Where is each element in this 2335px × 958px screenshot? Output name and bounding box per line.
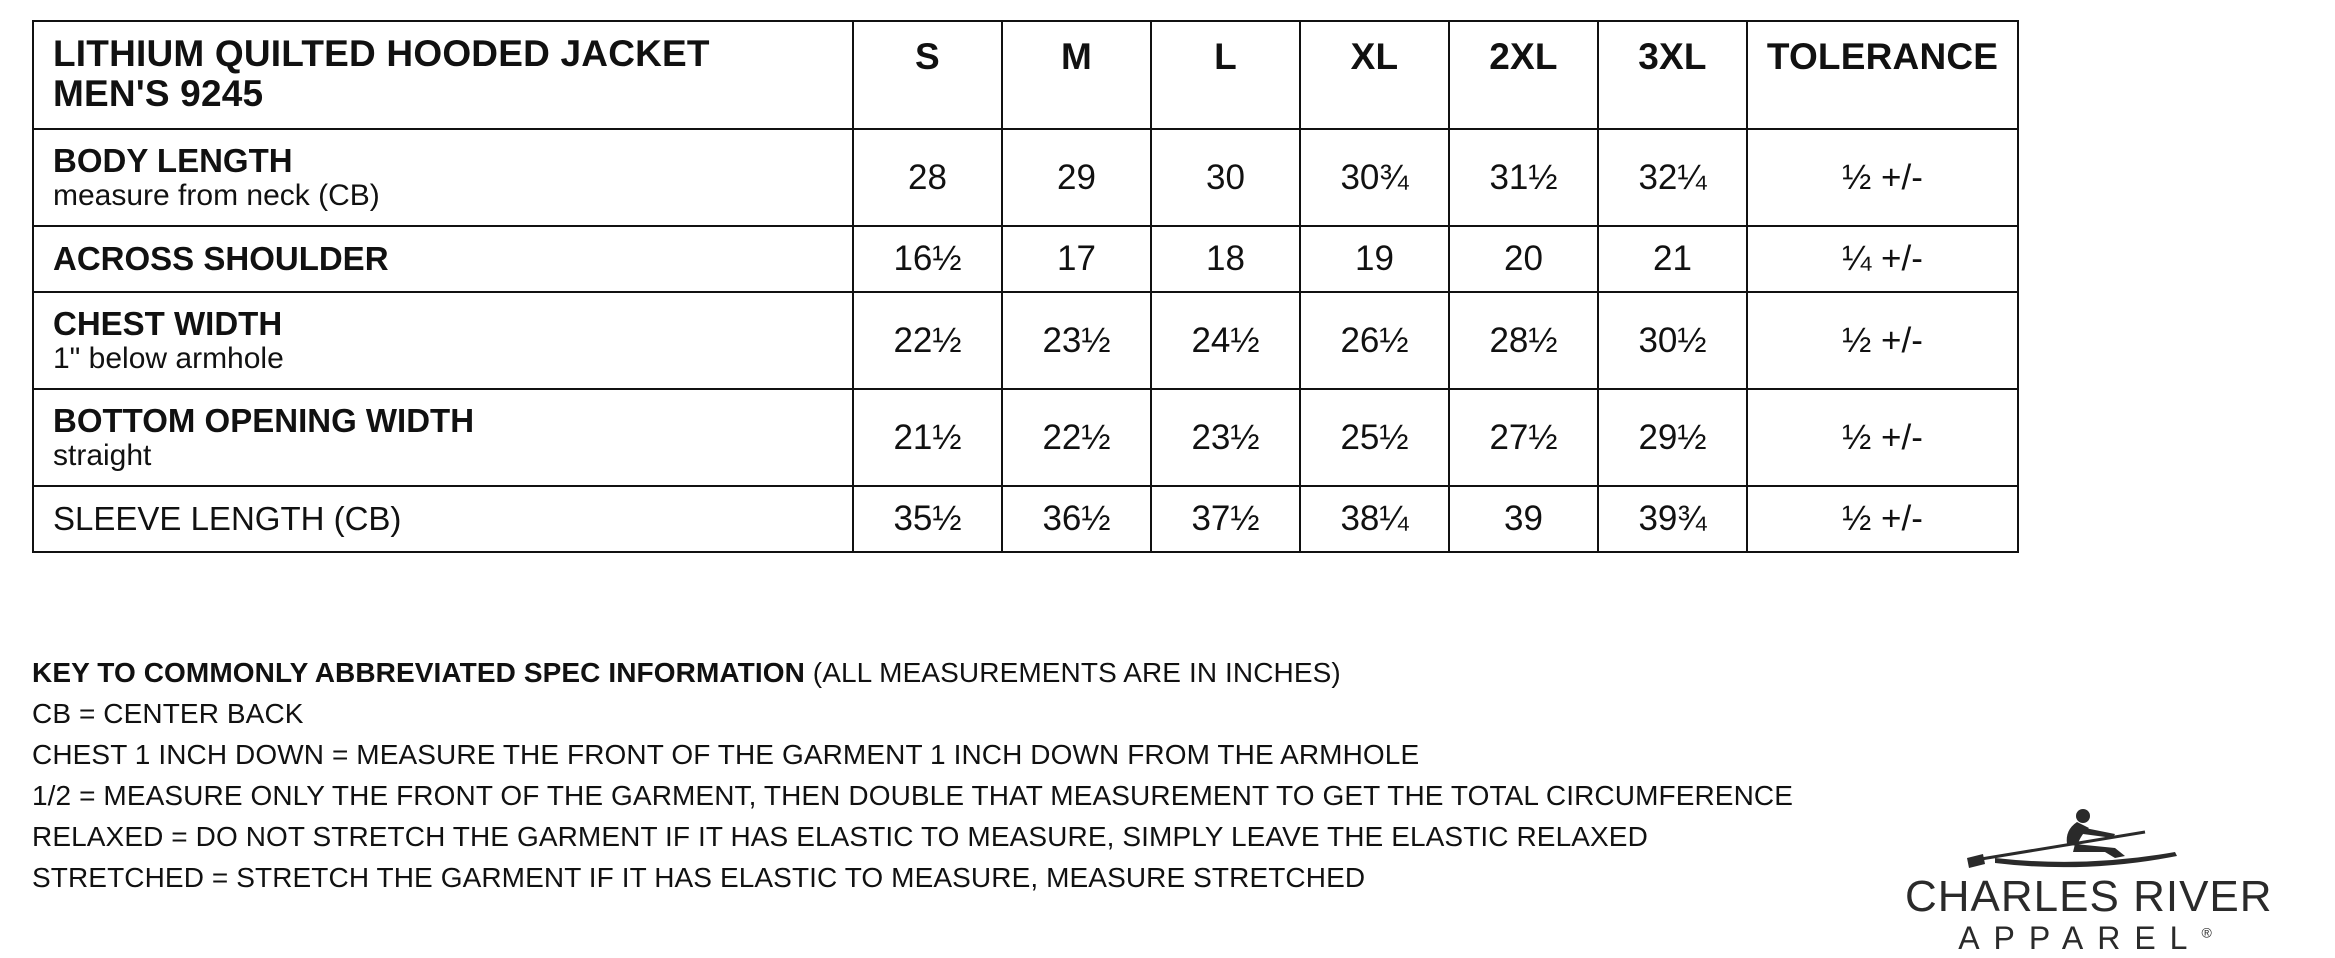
- value-cell: 28: [853, 129, 1002, 226]
- table-row: [33, 292, 2018, 389]
- value-cell: 21: [1598, 226, 1747, 292]
- logo-name: CHARLES RIVER: [1905, 872, 2273, 921]
- value-cell: 19: [1300, 226, 1449, 292]
- size-header-m: M: [1002, 21, 1151, 129]
- value-cell: 31½: [1449, 129, 1598, 226]
- size-header-l: L: [1151, 21, 1300, 129]
- value-cell: 25½: [1300, 389, 1449, 486]
- value-cell: 30: [1151, 129, 1300, 226]
- key-line: CHEST 1 INCH DOWN = MEASURE THE FRONT OF THE GARMENT 1 INCH DOWN FROM THE ARMHOLE: [32, 739, 1420, 770]
- value-cell: 35½: [853, 486, 1002, 552]
- key-line: CB = CENTER BACK: [32, 698, 304, 729]
- value-cell: 26½: [1300, 292, 1449, 389]
- size-header-s: S: [853, 21, 1002, 129]
- value-cell: 16½: [853, 226, 1002, 292]
- product-style: MEN'S 9245: [53, 73, 264, 114]
- row-sublabel: measure from neck (CB): [53, 178, 380, 212]
- table-row: [33, 486, 2018, 552]
- row-label: BODY LENGTH: [53, 141, 293, 179]
- tolerance-cell: ½ +/-: [1747, 292, 2018, 389]
- tolerance-cell: ½ +/-: [1747, 486, 2018, 552]
- rower-icon: [1965, 808, 2195, 874]
- size-header-3xl: 3XL: [1598, 21, 1747, 129]
- value-cell: 24½: [1151, 292, 1300, 389]
- value-cell: 30½: [1598, 292, 1747, 389]
- tolerance-cell: ½ +/-: [1747, 129, 2018, 226]
- table-row: [33, 226, 2018, 292]
- value-cell: 17: [1002, 226, 1151, 292]
- row-label: SLEEVE LENGTH (CB): [53, 500, 402, 537]
- tolerance-header: TOLERANCE: [1747, 21, 2018, 129]
- value-cell: 39: [1449, 486, 1598, 552]
- value-cell: 28½: [1449, 292, 1598, 389]
- product-title: [33, 21, 853, 129]
- key-line: RELAXED = DO NOT STRETCH THE GARMENT IF IT HAS ELASTIC TO MEASURE, SIMPLY LEAVE THE ELASTIC RELAXED: [32, 821, 1648, 852]
- row-label: ACROSS SHOULDER: [53, 240, 389, 277]
- value-cell: 29: [1002, 129, 1151, 226]
- registered-mark: ®: [2201, 924, 2212, 941]
- row-label-cell: [33, 129, 853, 226]
- table-row: [33, 389, 2018, 486]
- row-label: BOTTOM OPENING WIDTH: [53, 401, 475, 439]
- abbreviation-key: [32, 652, 1793, 898]
- value-cell: 36½: [1002, 486, 1151, 552]
- size-header-xl: XL: [1300, 21, 1449, 129]
- size-header-2xl: 2XL: [1449, 21, 1598, 129]
- value-cell: 20: [1449, 226, 1598, 292]
- value-cell: 18: [1151, 226, 1300, 292]
- key-title: KEY TO COMMONLY ABBREVIATED SPEC INFORMATION: [32, 657, 805, 688]
- key-heading: [32, 652, 1793, 693]
- value-cell: 37½: [1151, 486, 1300, 552]
- value-cell: 22½: [853, 292, 1002, 389]
- tolerance-cell: ¼ +/-: [1747, 226, 2018, 292]
- logo-subtitle: [1905, 920, 2265, 957]
- tolerance-cell: ½ +/-: [1747, 389, 2018, 486]
- value-cell: 22½: [1002, 389, 1151, 486]
- value-cell: 27½: [1449, 389, 1598, 486]
- key-line: STRETCHED = STRETCH THE GARMENT IF IT HAS ELASTIC TO MEASURE, MEASURE STRETCHED: [32, 862, 1366, 893]
- key-title-note: (ALL MEASUREMENTS ARE IN INCHES): [804, 657, 1341, 688]
- row-label-cell: [33, 226, 853, 292]
- size-chart-table: [32, 20, 2019, 553]
- key-line: 1/2 = MEASURE ONLY THE FRONT OF THE GARMENT, THEN DOUBLE THAT MEASUREMENT TO GET THE TOTAL CIRCUMFERENCE: [32, 780, 1793, 811]
- table-row: [33, 129, 2018, 226]
- value-cell: 29½: [1598, 389, 1747, 486]
- value-cell: 21½: [853, 389, 1002, 486]
- value-cell: 23½: [1002, 292, 1151, 389]
- row-sublabel: straight: [53, 438, 152, 472]
- row-label-cell: [33, 292, 853, 389]
- value-cell: 30¾: [1300, 129, 1449, 226]
- row-label-cell: [33, 486, 853, 552]
- value-cell: 23½: [1151, 389, 1300, 486]
- row-label-cell: [33, 389, 853, 486]
- value-cell: 39¾: [1598, 486, 1747, 552]
- brand-logo: [1905, 808, 2285, 958]
- row-sublabel: 1" below armhole: [53, 341, 284, 375]
- logo-sub-text: APPAREL: [1958, 920, 2202, 956]
- product-name: LITHIUM QUILTED HOODED JACKET: [53, 33, 710, 74]
- value-cell: 32¼: [1598, 129, 1747, 226]
- size-header-row: [33, 21, 2018, 129]
- value-cell: 38¼: [1300, 486, 1449, 552]
- row-label: CHEST WIDTH: [53, 304, 283, 342]
